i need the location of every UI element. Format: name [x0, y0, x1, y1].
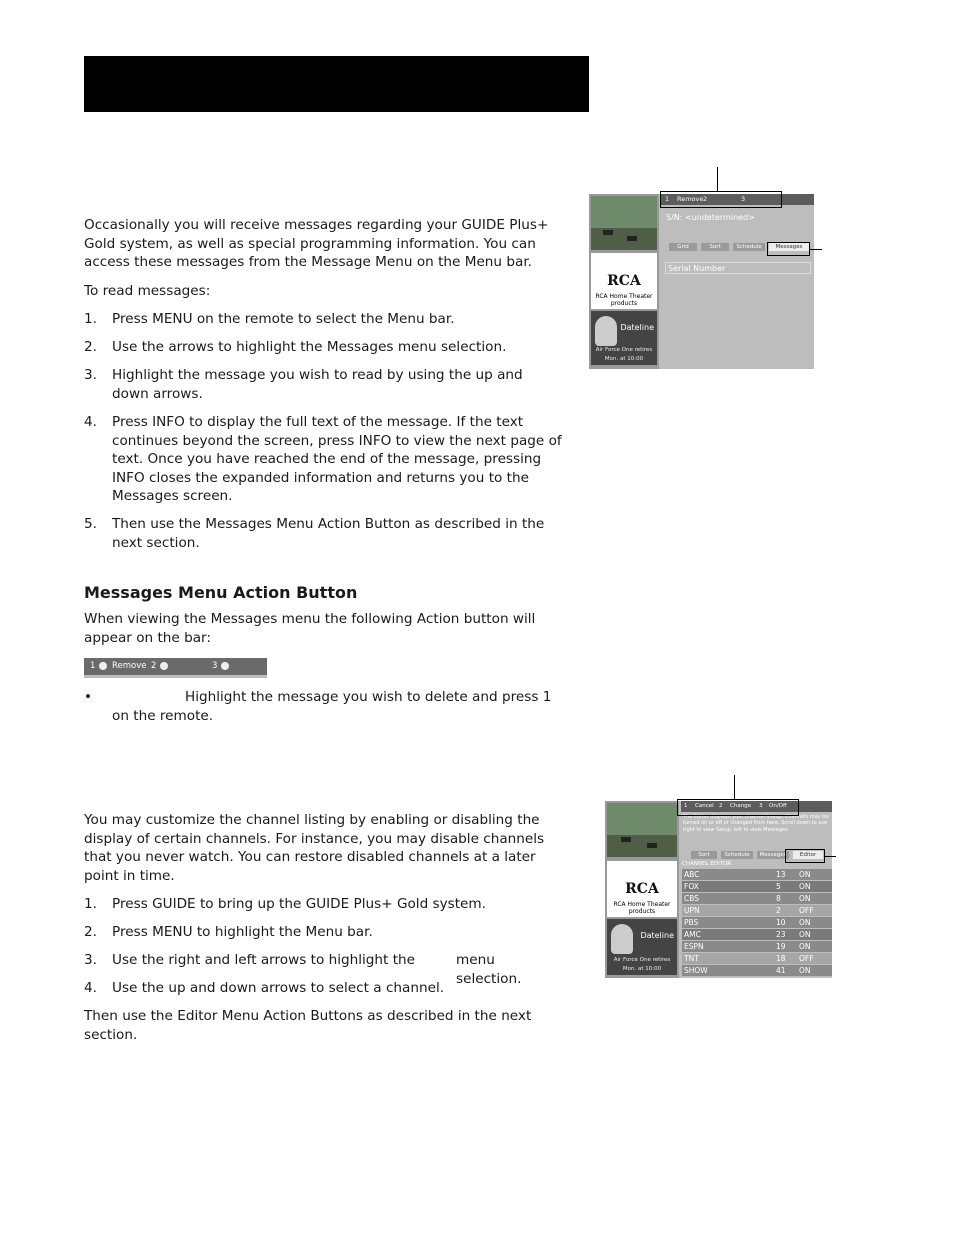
- to-read-label: To read messages:: [84, 283, 211, 299]
- callout-box: [785, 849, 825, 863]
- table-row: [682, 965, 832, 976]
- messages-screen-figure: [589, 194, 814, 369]
- button-dot-icon: [160, 662, 168, 670]
- callout-box: [660, 191, 782, 208]
- channel-name: ABC: [684, 870, 700, 879]
- channel-editor-header: CHANNEL EDITOR: [682, 861, 732, 867]
- channel-number: 13: [776, 870, 786, 879]
- table-row: [682, 953, 832, 964]
- person-image: [595, 316, 617, 346]
- channel-number: 41: [776, 966, 786, 975]
- channel-number: 10: [776, 918, 786, 927]
- channel-state: ON: [799, 966, 811, 975]
- table-row: [682, 941, 832, 952]
- promo-panel: Dateline Air Force One retires Mon. at 10:00: [607, 919, 677, 975]
- chapter-header-bar: [84, 56, 589, 112]
- bar-base: [84, 675, 267, 678]
- callout-line: [809, 249, 822, 250]
- tab-schedule: Schedule: [733, 243, 765, 251]
- channel-state: ON: [799, 942, 811, 951]
- channel-name: PBS: [684, 918, 699, 927]
- table-row: [682, 869, 832, 880]
- table-row: [682, 893, 832, 904]
- tab-grid: Grid: [669, 243, 697, 251]
- channel-number: 8: [776, 894, 781, 903]
- callout-box: [767, 242, 810, 256]
- tab-sort: Sort: [691, 851, 717, 859]
- tab-editor: Editor: [793, 851, 823, 859]
- channel-number: 5: [776, 882, 781, 891]
- action-button-bar: [84, 658, 267, 678]
- channel-number: 2: [776, 906, 781, 915]
- editor-intro: You may customize the channel listing by enabling or disabling the display of certain channels. For instance, you may disable channels that you never watch. You can restore disabled channels at a later point in time.: [84, 812, 545, 884]
- channel-state: ON: [799, 870, 811, 879]
- channel-name: AMC: [684, 930, 701, 939]
- channel-name: UPN: [684, 906, 700, 915]
- serial-number-field: Serial Number: [665, 262, 811, 274]
- button-dot-icon: [221, 662, 229, 670]
- screen-action-bar: 1 Cancel 2 Change 3 On/Off: [681, 801, 832, 812]
- remove-label: Remove: [112, 661, 147, 671]
- channel-table: [682, 869, 832, 977]
- channel-name: TNT: [684, 954, 699, 963]
- table-row: [682, 881, 832, 892]
- table-row: [682, 917, 832, 928]
- tab-sort: Sort: [701, 243, 729, 251]
- action-1-number: 1: [90, 661, 96, 671]
- channel-name: SHOW: [684, 966, 708, 975]
- editor-screen-figure: [605, 801, 832, 978]
- callout-line: [717, 167, 718, 191]
- tab-messages: Messages: [769, 243, 809, 251]
- serial-number-text: S/N: <undetermined>: [666, 213, 755, 222]
- channel-state: ON: [799, 882, 811, 891]
- ad-panel: RCA RCA Home Theater products: [607, 861, 677, 917]
- tv-preview: [591, 196, 657, 250]
- table-row: [682, 929, 832, 940]
- ad-panel: RCA RCA Home Theater products: [591, 253, 657, 309]
- action-2-number: 2: [151, 661, 157, 671]
- table-row: [682, 905, 832, 916]
- channel-state: ON: [799, 918, 811, 927]
- channel-number: 23: [776, 930, 786, 939]
- callout-box: [677, 799, 799, 816]
- rca-logo: RCA: [625, 881, 659, 897]
- channel-state: ON: [799, 930, 811, 939]
- tab-messages: Messages: [757, 851, 789, 859]
- promo-panel: Dateline Air Force One retires Mon. at 10:00: [591, 311, 657, 365]
- channel-number: 19: [776, 942, 786, 951]
- button-dot-icon: [99, 662, 107, 670]
- screen-action-bar: 1 Remove 2 3: [661, 194, 814, 205]
- callout-line: [734, 775, 735, 799]
- messages-intro: Occasionally you will receive messages regarding your GUIDE Plus+ Gold system, as well as special programming information. You can access these messages from the Message Menu on the Menu bar.: [84, 217, 549, 271]
- editor-info-text: The Editor displays your channel lineup. Channels may be turned on or off or changed from here. Scroll down to use right to view Setup, left to view Messages.: [683, 814, 829, 833]
- editor-closing: Then use the Editor Menu Action Buttons as described in the next section.: [84, 1008, 532, 1043]
- section-heading: Messages Menu Action Button: [84, 583, 358, 602]
- action-3-number: 3: [212, 661, 218, 671]
- callout-line: [824, 856, 836, 857]
- rca-logo: RCA: [607, 273, 641, 289]
- channel-name: FOX: [684, 882, 699, 891]
- channel-name: ESPN: [684, 942, 704, 951]
- tab-schedule: Schedule: [721, 851, 753, 859]
- channel-number: 18: [776, 954, 786, 963]
- action-intro: When viewing the Messages menu the following Action button will appear on the bar:: [84, 611, 536, 646]
- tv-preview: [607, 803, 677, 857]
- person-image: [611, 924, 633, 954]
- channel-state: ON: [799, 894, 811, 903]
- bullet-symbol: •: [84, 689, 93, 705]
- channel-state: OFF: [799, 954, 814, 963]
- channel-name: CBS: [684, 894, 700, 903]
- channel-state: OFF: [799, 906, 814, 915]
